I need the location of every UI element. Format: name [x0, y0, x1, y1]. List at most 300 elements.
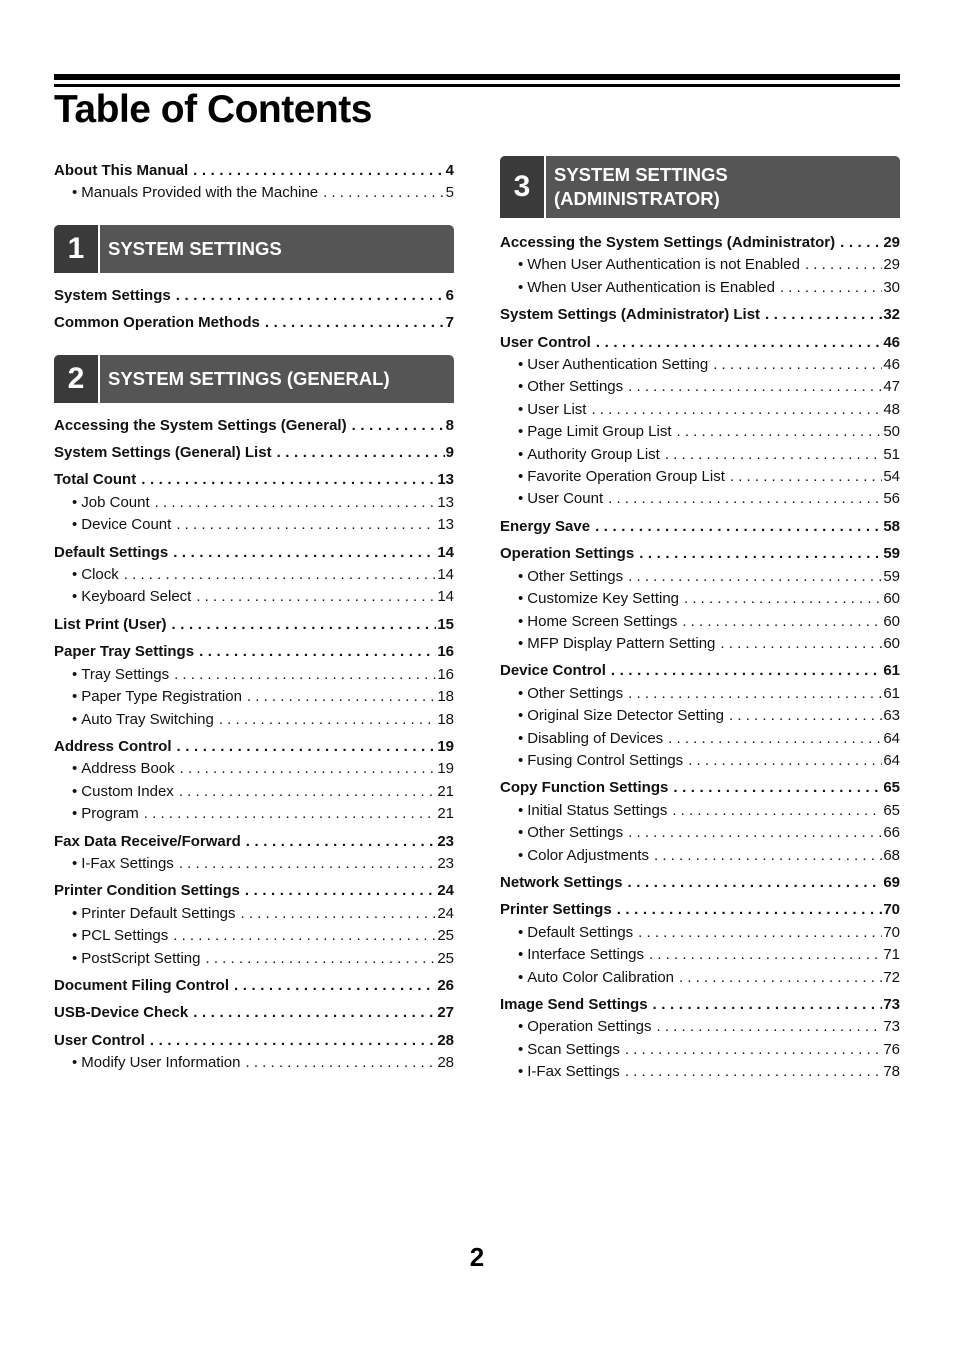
dot-leader — [628, 376, 882, 398]
bullet-icon: • — [518, 824, 524, 842]
toc-entry[interactable] — [500, 872, 900, 894]
toc-entry-page: 59 — [883, 545, 900, 563]
toc-entry[interactable] — [54, 442, 454, 464]
bullet-icon: • — [518, 1040, 524, 1058]
toc-entry[interactable] — [500, 777, 900, 799]
toc-subentry[interactable] — [54, 182, 454, 204]
toc-entry-page: 29 — [883, 256, 900, 274]
toc-entry-page: 64 — [883, 751, 900, 769]
toc-entry-title: Default Settings — [54, 543, 169, 561]
toc-entry-title: User Control — [500, 333, 591, 351]
dot-leader — [688, 750, 882, 772]
toc-subentry[interactable] — [500, 633, 900, 655]
toc-subentry[interactable] — [500, 845, 900, 867]
toc-entry-page: 73 — [883, 996, 900, 1013]
toc-entry-page: 23 — [437, 832, 454, 850]
toc-subentry[interactable] — [500, 421, 900, 443]
toc-entry-page: 68 — [883, 846, 900, 864]
toc-entry-page: 46 — [883, 333, 900, 351]
section-title — [546, 156, 728, 218]
toc-entry-title: Energy Save — [500, 517, 591, 535]
toc-entry-page: 30 — [883, 278, 900, 296]
toc-entry[interactable] — [54, 736, 454, 758]
toc-subentry[interactable] — [500, 728, 900, 750]
toc-entry[interactable] — [54, 542, 454, 564]
toc-entry-page: 56 — [883, 490, 900, 508]
dot-leader — [265, 312, 445, 334]
toc-group — [54, 415, 454, 437]
toc-entry-page: 50 — [883, 423, 900, 441]
toc-subentry[interactable] — [500, 1061, 900, 1083]
toc-subentry[interactable] — [54, 564, 454, 586]
toc-entry-title: Document Filing Control — [54, 976, 229, 994]
toc-entry-title: I-Fax Settings — [527, 1063, 620, 1081]
toc-entry-page: 46 — [883, 356, 900, 374]
toc-subentry[interactable] — [500, 444, 900, 466]
bullet-icon: • — [518, 1063, 524, 1081]
toc-entry-page: 9 — [445, 444, 454, 462]
toc-subentry[interactable] — [54, 925, 454, 947]
toc-entry-page: 61 — [883, 662, 900, 680]
toc-subentry[interactable] — [500, 588, 900, 610]
toc-entry-page: 71 — [883, 946, 900, 964]
dot-leader — [206, 948, 437, 970]
toc-entry-page: 13 — [437, 471, 454, 489]
toc-entry[interactable] — [500, 232, 900, 254]
dot-leader — [840, 232, 882, 254]
toc-subentry[interactable] — [500, 376, 900, 398]
section-title-text: SYSTEM SETTINGS (GENERAL) — [108, 367, 390, 389]
toc-subentry[interactable] — [54, 514, 454, 536]
toc-subentry[interactable] — [500, 354, 900, 376]
toc-entry-title: Page Limit Group List — [527, 423, 672, 441]
toc-entry[interactable] — [54, 831, 454, 853]
dot-leader — [596, 332, 882, 354]
header-rule-thin — [54, 84, 900, 87]
dot-leader — [780, 277, 882, 299]
toc-entry-title: Interface Settings — [527, 946, 644, 964]
toc-entry-page: 69 — [883, 873, 900, 891]
toc-subentry[interactable] — [500, 800, 900, 822]
dot-leader — [323, 182, 445, 204]
bullet-icon: • — [518, 400, 524, 418]
toc-subentry[interactable] — [500, 750, 900, 772]
dot-leader — [141, 469, 436, 491]
toc-group — [54, 442, 454, 464]
toc-entry[interactable] — [500, 516, 900, 538]
bullet-icon: • — [72, 1054, 78, 1072]
dot-leader — [805, 254, 882, 276]
section-header-3 — [500, 156, 900, 218]
toc-subentry[interactable] — [500, 611, 900, 633]
toc-entry-page: 19 — [437, 737, 454, 755]
toc-entry-title: Other Settings — [527, 824, 624, 842]
section-title-lines — [554, 163, 728, 211]
toc-subentry[interactable] — [54, 664, 454, 686]
toc-entry-page: 73 — [883, 1018, 900, 1036]
bullet-icon: • — [72, 566, 78, 584]
toc-subentry[interactable] — [54, 686, 454, 708]
toc-entry-title: Paper Tray Settings — [54, 643, 195, 661]
dot-leader — [649, 944, 882, 966]
toc-entry-page: 63 — [883, 707, 900, 725]
toc-entry-title: Accessing the System Settings (Administrator) — [500, 234, 836, 251]
toc-entry-title: Program — [81, 805, 139, 823]
section-header-1 — [54, 225, 454, 273]
toc-entry-page: 28 — [437, 1031, 454, 1049]
toc-subentry[interactable] — [54, 781, 454, 803]
toc-group — [54, 641, 454, 731]
bullet-icon: • — [518, 423, 524, 441]
dot-leader — [673, 777, 882, 799]
toc-subentry[interactable] — [500, 566, 900, 588]
toc-entry-page: 18 — [437, 710, 454, 728]
toc-group — [500, 872, 900, 894]
toc-entry[interactable] — [54, 415, 454, 437]
toc-subentry[interactable] — [54, 853, 454, 875]
dot-leader — [679, 967, 882, 989]
bullet-icon: • — [518, 946, 524, 964]
toc-entry-page: 21 — [437, 782, 454, 800]
toc-entry-page: 14 — [437, 543, 454, 561]
toc-entry-title: PostScript Setting — [81, 949, 201, 967]
dot-leader — [174, 664, 436, 686]
dot-leader — [124, 564, 437, 586]
toc-entry[interactable] — [54, 614, 454, 636]
dot-leader — [193, 1002, 436, 1024]
bullet-icon: • — [518, 1018, 524, 1036]
section-title — [100, 225, 282, 273]
section-number: 1 — [54, 225, 100, 273]
toc-entry-title: User Count — [527, 490, 604, 508]
toc-entry-page: 58 — [883, 517, 900, 535]
toc-entry-title: Operation Settings — [500, 545, 635, 563]
dot-leader — [668, 728, 882, 750]
toc-entry-page: 60 — [883, 634, 900, 652]
section-number: 2 — [54, 355, 100, 403]
toc-group — [500, 899, 900, 989]
dot-leader — [199, 641, 436, 663]
header-rule-thick — [54, 74, 900, 80]
toc-entry-title: Printer Condition Settings — [54, 882, 240, 900]
toc-entry-title: Custom Index — [81, 782, 174, 800]
toc-entry[interactable] — [54, 160, 454, 182]
toc-entry-title: User Control — [54, 1031, 145, 1049]
section-header-2 — [54, 355, 454, 403]
bullet-icon: • — [72, 904, 78, 922]
dot-leader — [179, 853, 437, 875]
toc-entry-title: Network Settings — [500, 873, 623, 891]
dot-leader — [595, 516, 882, 538]
dot-leader — [176, 514, 436, 536]
toc-entry-title: Address Book — [81, 760, 175, 778]
dot-leader — [628, 872, 883, 894]
toc-group — [500, 543, 900, 655]
dot-leader — [352, 415, 445, 437]
toc-entry-page: 64 — [883, 729, 900, 747]
dot-leader — [196, 586, 436, 608]
dot-leader — [628, 683, 882, 705]
toc-entry-title: Favorite Operation Group List — [527, 468, 725, 486]
bullet-icon: • — [518, 378, 524, 396]
bullet-icon: • — [72, 782, 78, 800]
dot-leader — [638, 922, 882, 944]
toc-entry-page: 59 — [883, 567, 900, 585]
toc-entry-title: Device Control — [500, 662, 606, 680]
toc-entry[interactable] — [54, 469, 454, 491]
toc-entry[interactable] — [54, 285, 454, 307]
toc-entry-title: Clock — [81, 566, 119, 584]
bullet-icon: • — [72, 710, 78, 728]
toc-entry-page: 21 — [437, 805, 454, 823]
toc-entry[interactable] — [54, 312, 454, 334]
toc-entry-title: List Print (User) — [54, 615, 167, 633]
toc-entry[interactable] — [54, 880, 454, 902]
dot-leader — [176, 285, 445, 307]
toc-entry[interactable] — [500, 304, 900, 326]
toc-entry-title: System Settings (Administrator) List — [500, 306, 761, 324]
toc-group — [500, 777, 900, 867]
toc-entry-title: When User Authentication is Enabled — [527, 278, 775, 296]
toc-subentry[interactable] — [500, 705, 900, 727]
toc-entry-page: 16 — [437, 643, 454, 661]
toc-entry-page: 13 — [437, 516, 454, 534]
dot-leader — [665, 444, 882, 466]
toc-entry-page: 4 — [445, 162, 454, 179]
dot-leader — [180, 758, 437, 780]
toc-subentry[interactable] — [500, 466, 900, 488]
toc-entry-title: Modify User Information — [81, 1054, 241, 1072]
toc-entry-title: Fusing Control Settings — [527, 751, 684, 769]
toc-group — [54, 160, 454, 205]
dot-leader — [219, 709, 436, 731]
toc-group — [54, 736, 454, 826]
dot-leader — [682, 611, 882, 633]
toc-entry-title: Auto Color Calibration — [527, 968, 675, 986]
toc-entry-title: System Settings (General) List — [54, 444, 272, 462]
toc-subentry[interactable] — [54, 903, 454, 925]
toc-subentry[interactable] — [54, 1052, 454, 1074]
toc-subentry[interactable] — [54, 709, 454, 731]
bullet-icon: • — [72, 927, 78, 945]
toc-entry-title: Operation Settings — [527, 1018, 652, 1036]
bullet-icon: • — [518, 751, 524, 769]
dot-leader — [729, 705, 882, 727]
toc-entry-page: 6 — [445, 286, 454, 304]
bullet-icon: • — [518, 684, 524, 702]
toc-subentry[interactable] — [54, 492, 454, 514]
dot-leader — [720, 633, 882, 655]
bullet-icon: • — [518, 490, 524, 508]
dot-leader — [246, 831, 437, 853]
toc-entry-title: Home Screen Settings — [527, 612, 678, 630]
dot-leader — [150, 1030, 436, 1052]
toc-entry[interactable] — [54, 641, 454, 663]
toc-entry-page: 48 — [883, 400, 900, 418]
toc-subentry[interactable] — [500, 822, 900, 844]
toc-entry-page: 32 — [883, 306, 900, 324]
toc-entry-title: About This Manual — [54, 162, 189, 179]
toc-subentry[interactable] — [500, 1039, 900, 1061]
toc-entry-title: Tray Settings — [81, 665, 170, 683]
toc-entry-title: Auto Tray Switching — [81, 710, 214, 728]
toc-entry-page: 60 — [883, 590, 900, 608]
bullet-icon: • — [72, 949, 78, 967]
toc-entry-title: Device Count — [81, 516, 172, 534]
bullet-icon: • — [518, 923, 524, 941]
toc-entry-title: Keyboard Select — [81, 588, 192, 606]
toc-group — [54, 880, 454, 970]
section-title-line: SYSTEM SETTINGS — [554, 164, 728, 185]
toc-subentry[interactable] — [54, 586, 454, 608]
toc-group — [54, 312, 454, 334]
dot-leader — [173, 542, 436, 564]
bullet-icon: • — [518, 634, 524, 652]
dot-leader — [179, 781, 437, 803]
toc-subentry[interactable] — [500, 254, 900, 276]
toc-subentry[interactable] — [500, 683, 900, 705]
bullet-icon: • — [72, 588, 78, 606]
bullet-icon: • — [72, 493, 78, 511]
toc-subentry[interactable] — [500, 488, 900, 510]
toc-subentry[interactable] — [500, 944, 900, 966]
section-title-line: (ADMINISTRATOR) — [554, 188, 720, 209]
toc-subentry[interactable] — [500, 922, 900, 944]
dot-leader — [628, 822, 882, 844]
dot-leader — [591, 399, 882, 421]
toc-subentry[interactable] — [500, 1016, 900, 1038]
toc-entry-page: 60 — [883, 612, 900, 630]
toc-entry-page: 25 — [437, 927, 454, 945]
toc-entry-title: Color Adjustments — [527, 846, 649, 864]
toc-entry-title: Common Operation Methods — [54, 314, 260, 332]
bullet-icon: • — [518, 567, 524, 585]
toc-entry-page: 24 — [437, 904, 454, 922]
toc-entry[interactable] — [500, 660, 900, 682]
bullet-icon: • — [518, 801, 524, 819]
dot-leader — [608, 488, 882, 510]
dot-leader — [234, 975, 436, 997]
bullet-icon: • — [518, 707, 524, 725]
bullet-icon: • — [518, 612, 524, 630]
toc-entry[interactable] — [500, 543, 900, 565]
bullet-icon: • — [518, 278, 524, 296]
toc-subentry[interactable] — [500, 277, 900, 299]
dot-leader — [684, 588, 882, 610]
toc-entry[interactable] — [54, 975, 454, 997]
toc-entry-title: Copy Function Settings — [500, 779, 669, 797]
toc-entry-page: 47 — [883, 378, 900, 396]
toc-entry-page: 14 — [437, 566, 454, 584]
bullet-icon: • — [72, 184, 78, 202]
section-number: 3 — [500, 156, 546, 218]
toc-entry-page: 15 — [437, 615, 454, 633]
dot-leader — [654, 845, 882, 867]
toc-entry[interactable] — [500, 899, 900, 921]
toc-entry-title: Authority Group List — [527, 445, 660, 463]
toc-entry-title: Scan Settings — [527, 1040, 620, 1058]
toc-group — [54, 542, 454, 609]
toc-subentry[interactable] — [54, 948, 454, 970]
dot-leader — [657, 1016, 883, 1038]
toc-group — [54, 469, 454, 536]
toc-entry-title: Manuals Provided with the Machine — [81, 184, 319, 202]
dot-leader — [653, 994, 883, 1016]
toc-subentry[interactable] — [54, 758, 454, 780]
dot-leader — [241, 903, 437, 925]
toc-entry-title: Job Count — [81, 493, 150, 511]
page-title: Table of Contents — [54, 88, 372, 131]
dot-leader — [713, 354, 882, 376]
toc-entry-title: Other Settings — [527, 684, 624, 702]
toc-entry-page: 13 — [437, 493, 454, 511]
toc-entry-page: 16 — [437, 665, 454, 683]
toc-subentry[interactable] — [500, 399, 900, 421]
dot-leader — [247, 686, 436, 708]
toc-entry-title: Other Settings — [527, 378, 624, 396]
toc-entry-page: 26 — [437, 976, 454, 994]
dot-leader — [193, 160, 444, 182]
dot-leader — [677, 421, 883, 443]
toc-group — [54, 1002, 454, 1024]
dot-leader — [277, 442, 445, 464]
toc-subentry[interactable] — [54, 803, 454, 825]
toc-entry-page: 54 — [883, 468, 900, 486]
toc-entry-title: When User Authentication is not Enabled — [527, 256, 800, 274]
toc-entry-page: 25 — [437, 949, 454, 967]
toc-entry-page: 18 — [437, 688, 454, 706]
dot-leader — [617, 899, 883, 921]
dot-leader — [639, 543, 882, 565]
toc-entry[interactable] — [500, 994, 900, 1016]
toc-entry-title: Printer Default Settings — [81, 904, 236, 922]
dot-leader — [155, 492, 437, 514]
toc-entry-title: Accessing the System Settings (General) — [54, 416, 347, 434]
toc-group — [54, 831, 454, 876]
toc-entry-page: 70 — [883, 923, 900, 941]
toc-entry[interactable] — [54, 1030, 454, 1052]
dot-leader — [172, 614, 437, 636]
toc-entry[interactable] — [500, 332, 900, 354]
toc-entry-page: 5 — [445, 184, 454, 202]
toc-group — [54, 1030, 454, 1075]
bullet-icon: • — [518, 968, 524, 986]
toc-entry-page: 65 — [883, 801, 900, 819]
bullet-icon: • — [72, 760, 78, 778]
toc-entry-title: Image Send Settings — [500, 996, 648, 1013]
toc-left-column — [54, 160, 454, 1080]
section-title-text: SYSTEM SETTINGS — [108, 237, 282, 259]
toc-entry-title: System Settings — [54, 286, 171, 304]
toc-entry-page: 78 — [883, 1063, 900, 1081]
toc-group — [500, 516, 900, 538]
toc-subentry[interactable] — [500, 967, 900, 989]
bullet-icon: • — [518, 256, 524, 274]
bullet-icon: • — [518, 590, 524, 608]
toc-entry-title: Other Settings — [527, 567, 624, 585]
toc-entry[interactable] — [54, 1002, 454, 1024]
toc-group — [500, 304, 900, 326]
dot-leader — [765, 304, 882, 326]
toc-entry-title: Initial Status Settings — [527, 801, 668, 819]
section-title — [100, 355, 390, 403]
toc-entry-title: Printer Settings — [500, 901, 612, 919]
toc-group — [500, 232, 900, 299]
toc-entry-title: PCL Settings — [81, 927, 169, 945]
bullet-icon: • — [72, 665, 78, 683]
toc-group — [500, 660, 900, 772]
bullet-icon: • — [518, 846, 524, 864]
